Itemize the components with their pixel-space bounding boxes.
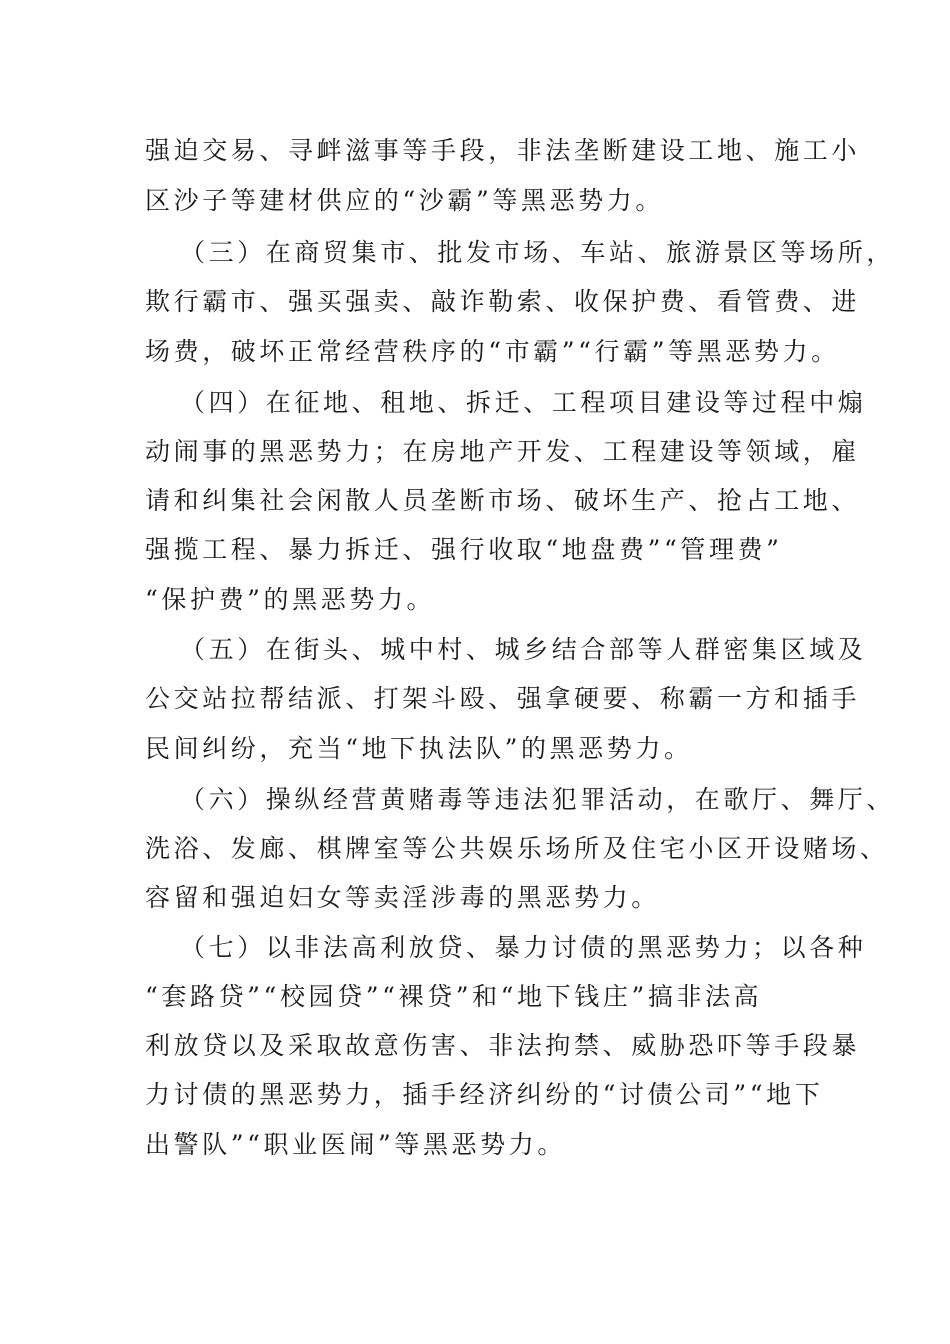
- paragraph-start-line: （三）在商贸集市、批发市场、车站、旅游景区等场所，: [180, 238, 896, 267]
- text-line: 场费，破坏正常经营秩序的“市霸”“行霸”等黑恶势力。: [145, 337, 840, 366]
- text-line: 区沙子等建材供应的“沙霸”等黑恶势力。: [145, 186, 664, 215]
- text-line: 洗浴、发廊、棋牌室等公共娱乐场所及住宅小区开设赌场、: [145, 834, 889, 863]
- text-line: 力讨债的黑恶势力，插手经济纠纷的“讨债公司”“地下: [145, 1080, 824, 1109]
- text-line: 强揽工程、暴力拆迁、强行收取“地盘费”“管理费”: [145, 535, 783, 564]
- text-line: 容留和强迫妇女等卖淫涉毒的黑恶势力。: [145, 883, 660, 912]
- text-line: “套路贷”“校园贷”“裸贷”和“地下钱庄”搞非法高: [145, 982, 763, 1011]
- text-line: 动闹事的黑恶势力；在房地产开发、工程建设等领域，雇: [145, 437, 861, 466]
- paragraph-start-line: （四）在征地、租地、拆迁、工程项目建设等过程中煽: [180, 388, 867, 417]
- paragraph-start-line: （五）在街头、城中村、城乡结合部等人群密集区域及: [180, 635, 867, 664]
- text-line: 强迫交易、寻衅滋事等手段，非法垄断建设工地、施工小: [145, 136, 861, 165]
- text-line: 公交站拉帮结派、打架斗殴、强拿硬要、称霸一方和插手: [145, 684, 861, 713]
- paragraph-start-line: （七）以非法高利放贷、暴力讨债的黑恶势力；以各种: [180, 933, 867, 962]
- text-line: 欺行霸市、强买强卖、敲诈勒索、收保护费、看管费、进: [145, 287, 861, 316]
- text-line: 民间纠纷，充当“地下执法队”的黑恶势力。: [145, 734, 693, 763]
- text-line: “保护费”的黑恶势力。: [145, 585, 436, 614]
- text-line: 利放贷以及采取故意伤害、非法拘禁、威胁恐吓等手段暴: [145, 1031, 861, 1060]
- text-line: 出警队”“职业医闹”等黑恶势力。: [145, 1130, 566, 1159]
- paragraph-start-line: （六）操纵经营黄赌毒等违法犯罪活动，在歌厅、舞厅、: [180, 785, 896, 814]
- text-line: 请和纠集社会闲散人员垄断市场、破坏生产、抢占工地、: [145, 486, 861, 515]
